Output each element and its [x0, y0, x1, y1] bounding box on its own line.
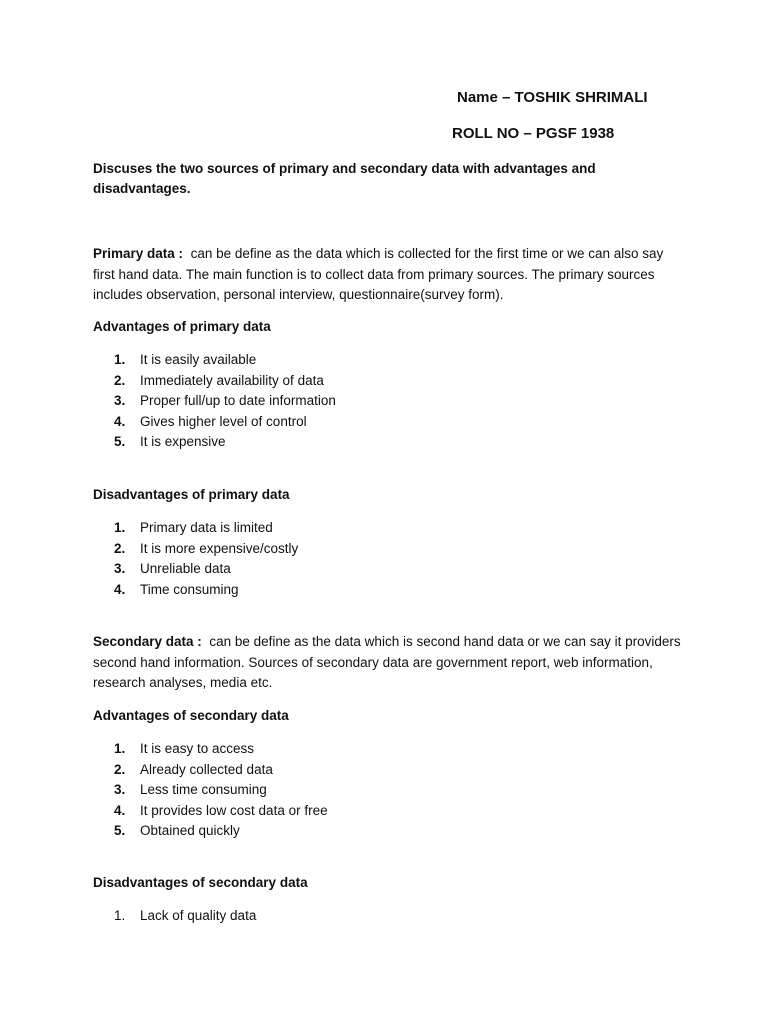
primary-disadvantages-list: [114, 518, 298, 600]
primary-definition: [93, 244, 683, 306]
secondary-definition: [93, 632, 683, 694]
list-item: 2. It is more expensive/costly: [114, 540, 299, 556]
list-item: 1. It is easy to access: [114, 741, 255, 756]
primary-disadvantages-heading: Disadvantages of primary data: [93, 487, 290, 502]
list-item: 1. Primary data is limited: [114, 520, 273, 535]
list-item: 3. Unreliable data: [114, 561, 231, 577]
list-item: 1. Lack of quality data: [114, 908, 257, 923]
primary-definition-text: can be define as the data which is collected for the first time or we can also say first hand data. The main function is to collect data from primary sources. The primary sources includes observation, personal interview, questionnaire(survey form).: [93, 246, 664, 302]
primary-advantages-list: [114, 350, 336, 453]
secondary-disadvantages-heading: Disadvantages of secondary data: [93, 875, 308, 890]
list-item: 1. It is easily available: [114, 352, 257, 367]
list-item: 4. Gives higher level of control: [114, 413, 307, 429]
list-item: 4. It provides low cost data or free: [114, 802, 328, 818]
question-text: Discuses the two sources of primary and secondary data with advantages and disadvantages.: [93, 161, 596, 196]
list-item: 3. Proper full/up to date information: [114, 393, 336, 409]
list-item: 2. Already collected data: [114, 761, 273, 777]
primary-advantages-heading: Advantages of primary data: [93, 319, 271, 334]
list-item: 5. It is expensive: [114, 434, 226, 450]
list-item: 2. Immediately availability of data: [114, 372, 324, 388]
secondary-term: Secondary data :: [93, 634, 202, 649]
secondary-advantages-heading: Advantages of secondary data: [93, 708, 289, 723]
primary-term: Primary data :: [93, 246, 184, 261]
list-item: 4. Time consuming: [114, 581, 239, 597]
secondary-disadvantages-list: [114, 906, 256, 927]
list-item: 3. Less time consuming: [114, 782, 267, 798]
roll-number: ROLL NO – PGSF 1938: [452, 125, 615, 142]
student-name: Name – TOSHIK SHRIMALI: [457, 89, 648, 106]
secondary-advantages-list: [114, 739, 328, 842]
secondary-definition-text: can be define as the data which is second hand data or we can say it providers second hand information. Sources of secondary data are government report, web information, research analyses, media etc.: [93, 634, 681, 690]
list-item: 5. Obtained quickly: [114, 823, 240, 839]
